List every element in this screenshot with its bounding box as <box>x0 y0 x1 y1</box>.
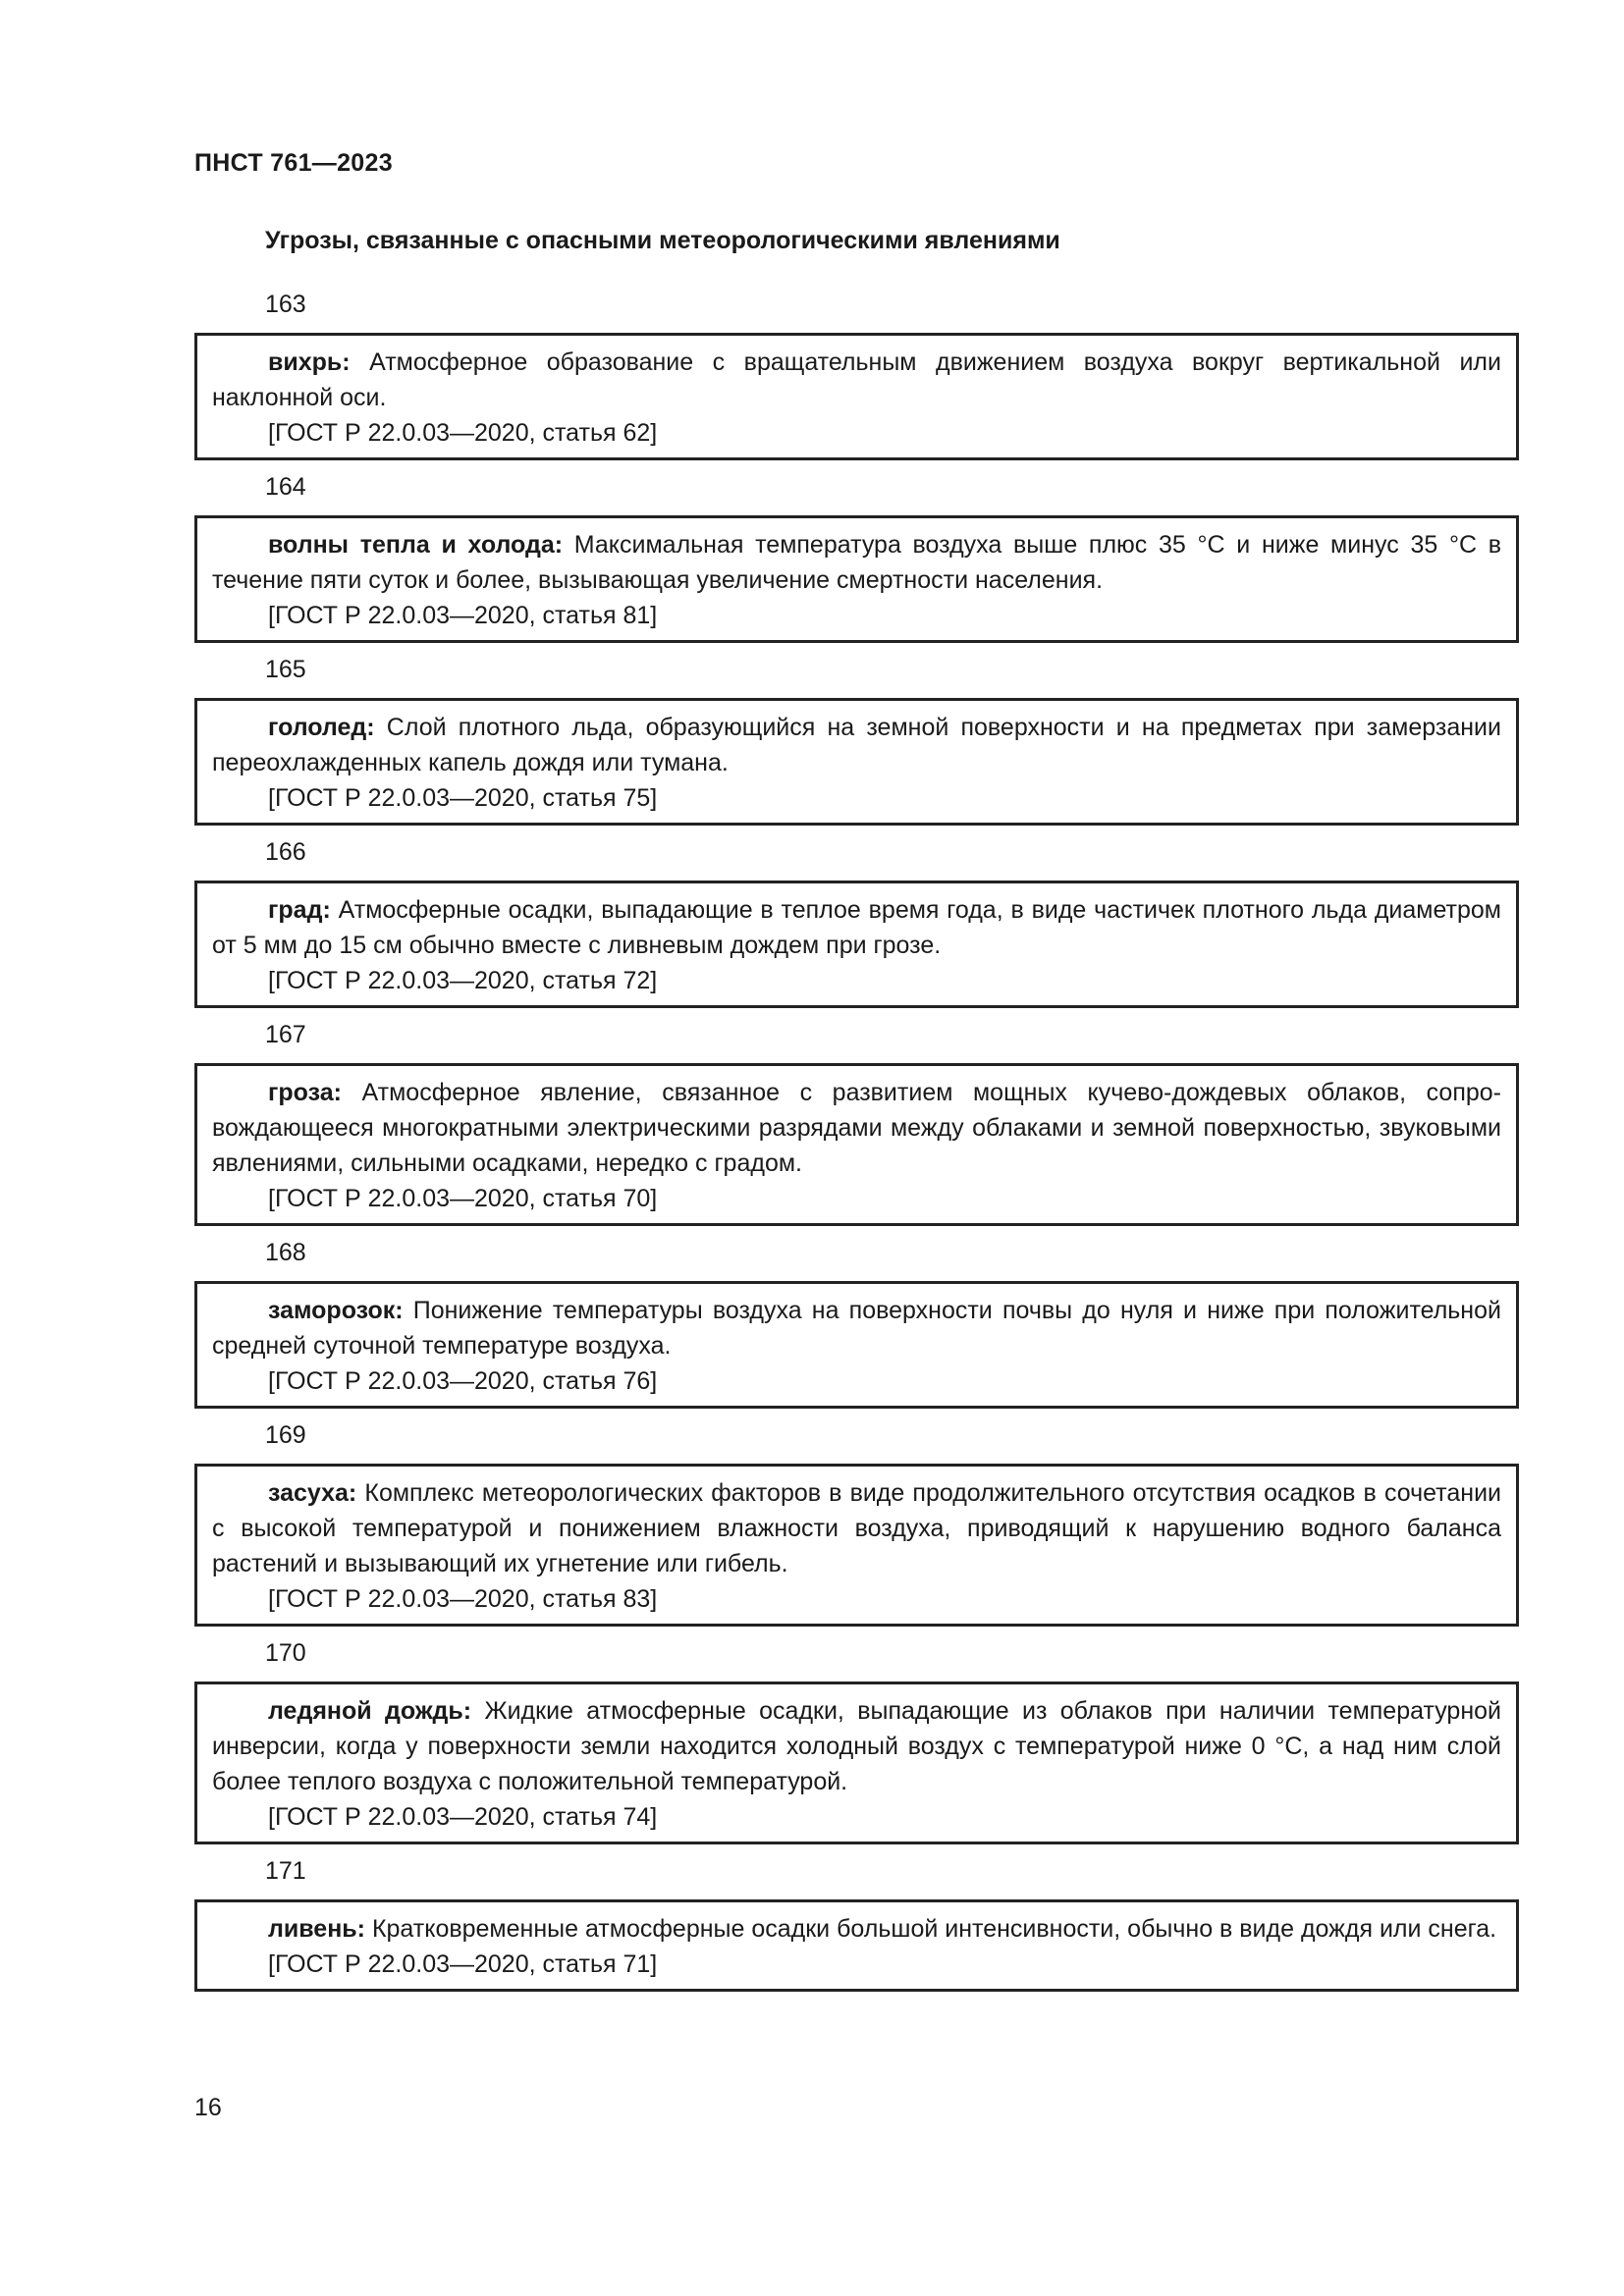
definition <box>212 710 1501 780</box>
entry-number: 168 <box>265 1239 306 1266</box>
page-number: 16 <box>194 2094 222 2121</box>
term: гололед: <box>268 714 375 741</box>
definition-text: Максимальная температура воздуха выше плюс 35 °С и ниже минус 35 °С в течение пяти суток и более, вызывающая увеличение смертности населения. <box>212 531 1501 594</box>
term-box <box>194 1063 1519 1226</box>
definition <box>212 1075 1501 1181</box>
term: ливень: <box>268 1915 365 1943</box>
source-reference: [ГОСТ Р 22.0.03—2020, статья 62] <box>268 419 658 447</box>
definition-text: Атмосферное образование с вращательным движением воздуха вокруг вертикальной или наклонной оси. <box>212 348 1501 411</box>
source-reference: [ГОСТ Р 22.0.03—2020, статья 71] <box>268 1950 658 1978</box>
term-entry <box>194 653 1519 826</box>
definition-text: Комплекс метеорологических факторов в виде продолжительного отсутствия осадков в сочетании с высокой температурой и понижением влажности воздуха, приводящий к нарушению водного баланса растений и вызывающий их угнетение или гибель. <box>212 1479 1501 1577</box>
entry-number: 164 <box>265 473 306 501</box>
definition <box>212 527 1501 598</box>
definition-text: Слой плотного льда, образующийся на земной поверхности и на предметах при замерзании переохлажденных капель дождя или тумана. <box>212 714 1501 776</box>
source-reference: [ГОСТ Р 22.0.03—2020, статья 72] <box>268 967 658 994</box>
term-box <box>194 881 1519 1008</box>
term-entry <box>194 835 1519 1008</box>
source-reference: [ГОСТ Р 22.0.03—2020, статья 76] <box>268 1367 658 1395</box>
entry-number: 170 <box>265 1639 306 1667</box>
term-entry <box>194 470 1519 643</box>
term: заморозок: <box>268 1297 404 1324</box>
term-entry <box>194 288 1519 460</box>
term-entry <box>194 1018 1519 1226</box>
term-box <box>194 515 1519 643</box>
source-reference: [ГОСТ Р 22.0.03—2020, статья 75] <box>268 784 658 812</box>
term-entry <box>194 1636 1519 1844</box>
definition-text: Понижение температуры воздуха на поверхности почвы до нуля и ниже при положительной средней суточной температуре воздуха. <box>212 1297 1501 1360</box>
definition <box>212 1293 1501 1363</box>
definition-text: Атмосферные осадки, выпадающие в теплое время года, в виде частичек плотного льда диаметром от 5 мм до 15 см обычно вместе с ливневым дождем при грозе. <box>212 896 1501 959</box>
entry-number: 169 <box>265 1421 306 1449</box>
definition-text: Атмосферное явление, связанное с развитием мощных кучево-дождевых облаков, сопровождающееся многократными электрическими разрядами между облаками и земной поверхностью, звуковыми явлениями, сильными осадками, нередко с градом. <box>212 1079 1501 1177</box>
definition <box>212 1911 1501 1947</box>
term: ледяной дождь: <box>268 1697 472 1725</box>
source-reference: [ГОСТ Р 22.0.03—2020, статья 83] <box>268 1585 658 1613</box>
term-box <box>194 1281 1519 1409</box>
term-box <box>194 698 1519 826</box>
term-entry <box>194 1854 1519 1992</box>
term-box <box>194 1899 1519 1992</box>
term-entries <box>194 288 1519 2002</box>
term-entry <box>194 1418 1519 1627</box>
section-title: Угрозы, связанные с опасными метеорологическими явлениями <box>265 227 1060 254</box>
source-reference: [ГОСТ Р 22.0.03—2020, статья 81] <box>268 602 658 629</box>
term: волны тепла и холода: <box>268 531 564 559</box>
document-code: ПНСТ 761—2023 <box>194 149 393 177</box>
term: гроза: <box>268 1079 342 1106</box>
entry-number: 165 <box>265 656 306 683</box>
definition-text: Кратковременные атмосферные осадки большой интенсивности, обычно в виде дождя или снега. <box>371 1915 1497 1943</box>
definition <box>212 1693 1501 1799</box>
term-box <box>194 333 1519 460</box>
entry-number: 166 <box>265 838 306 866</box>
term-box <box>194 1682 1519 1844</box>
term-box <box>194 1464 1519 1627</box>
entry-number: 171 <box>265 1857 306 1885</box>
source-reference: [ГОСТ Р 22.0.03—2020, статья 70] <box>268 1185 658 1212</box>
definition <box>212 892 1501 963</box>
entry-number: 163 <box>265 291 306 318</box>
definition <box>212 1475 1501 1581</box>
source-reference: [ГОСТ Р 22.0.03—2020, статья 74] <box>268 1803 658 1831</box>
term: град: <box>268 896 331 924</box>
term: засуха: <box>268 1479 357 1507</box>
term: вихрь: <box>268 348 351 376</box>
definition-text: Жидкие атмосферные осадки, выпадающие из облаков при наличии температурной инверсии, когда у поверхности земли находится холодный воздух с температурой ниже 0 °С, а над ним слой более теплого воздуха с положительной температурой. <box>212 1697 1501 1795</box>
entry-number: 167 <box>265 1021 306 1048</box>
definition <box>212 345 1501 415</box>
term-entry <box>194 1236 1519 1409</box>
